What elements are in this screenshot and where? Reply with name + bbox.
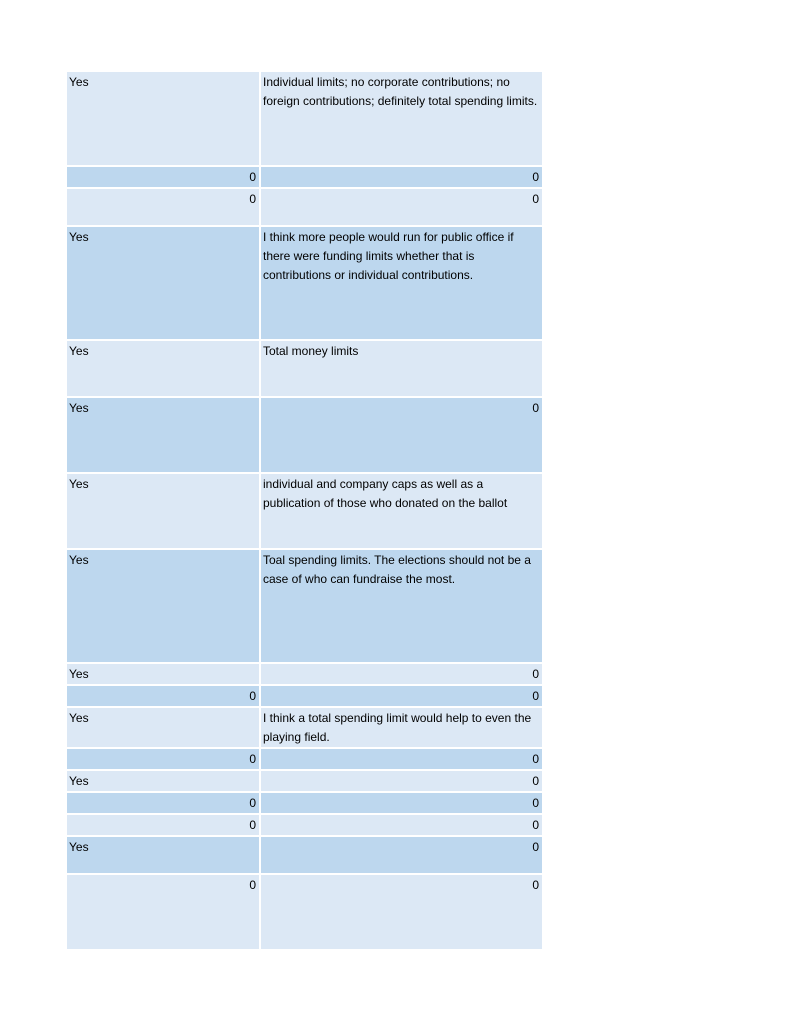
comment-cell: I think more people would run for public office if there were funding limits whether that is contributions or individual contributions. <box>261 227 542 341</box>
answer-cell: 0 <box>67 793 261 815</box>
answer-cell: 0 <box>67 189 261 227</box>
table-row <box>67 815 542 837</box>
comment-cell: 0 <box>261 771 542 793</box>
table-row <box>67 771 542 793</box>
comment-cell: 0 <box>261 793 542 815</box>
table-row <box>67 341 542 398</box>
comment-cell: I think a total spending limit would help to even the playing field. <box>261 708 542 749</box>
table-row <box>67 72 542 167</box>
comment-cell: 0 <box>261 686 542 708</box>
table-row <box>67 837 542 875</box>
table-row <box>67 749 542 771</box>
answer-cell: Yes <box>67 550 261 664</box>
answer-cell: 0 <box>67 749 261 771</box>
table-row <box>67 189 542 227</box>
answer-cell: Yes <box>67 398 261 474</box>
answer-cell: 0 <box>67 167 261 189</box>
comment-cell: 0 <box>261 749 542 771</box>
table-row <box>67 227 542 341</box>
comment-cell: 0 <box>261 664 542 686</box>
comment-cell: 0 <box>261 837 542 875</box>
answer-cell: 0 <box>67 686 261 708</box>
answer-cell: Yes <box>67 664 261 686</box>
survey-response-table <box>67 72 542 951</box>
table-row <box>67 167 542 189</box>
table-row <box>67 686 542 708</box>
comment-cell: Total money limits <box>261 341 542 398</box>
answer-cell: Yes <box>67 72 261 167</box>
answer-cell: Yes <box>67 227 261 341</box>
comment-cell: 0 <box>261 815 542 837</box>
comment-cell: Toal spending limits. The elections should not be a case of who can fundraise the most. <box>261 550 542 664</box>
comment-cell: 0 <box>261 189 542 227</box>
answer-cell: 0 <box>67 875 261 951</box>
table-body <box>67 72 542 951</box>
answer-cell: Yes <box>67 341 261 398</box>
comment-cell: 0 <box>261 875 542 951</box>
comment-cell: Individual limits; no corporate contributions; no foreign contributions; definitely total spending limits. <box>261 72 542 167</box>
answer-cell: Yes <box>67 837 261 875</box>
comment-cell: individual and company caps as well as a publication of those who donated on the ballot <box>261 474 542 550</box>
table-row <box>67 708 542 749</box>
answer-cell: Yes <box>67 708 261 749</box>
table-row <box>67 398 542 474</box>
comment-cell: 0 <box>261 167 542 189</box>
answer-cell: 0 <box>67 815 261 837</box>
table-row <box>67 474 542 550</box>
table-row <box>67 550 542 664</box>
table-row <box>67 793 542 815</box>
answer-cell: Yes <box>67 474 261 550</box>
comment-cell: 0 <box>261 398 542 474</box>
answer-cell: Yes <box>67 771 261 793</box>
table-row <box>67 664 542 686</box>
table-row <box>67 875 542 951</box>
